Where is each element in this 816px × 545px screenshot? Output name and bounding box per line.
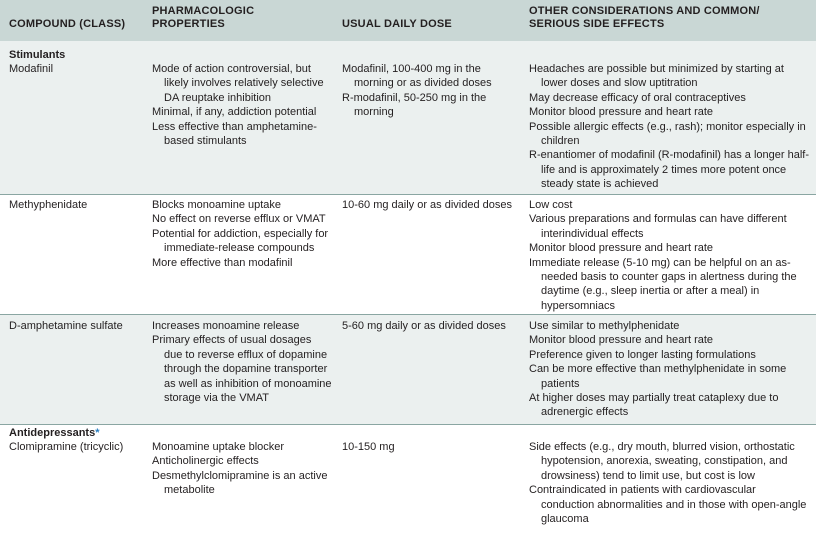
- list-item: Anticholinergic effects: [152, 455, 259, 468]
- list-item: Use similar to methylphenidate: [529, 320, 680, 332]
- list-item: R-modafinil, 50-250 mg in the morning: [342, 91, 487, 119]
- header-considerations: OTHER CONSIDERATIONS AND COMMON/ SERIOUS SIDE EFFECTS: [529, 5, 760, 30]
- row-separator: [0, 314, 816, 315]
- header-compound: COMPOUND (CLASS): [9, 18, 126, 30]
- list-item: No effect on reverse efflux or VMAT: [152, 213, 326, 226]
- header-dose: USUAL DAILY DOSE: [342, 18, 452, 30]
- list-item: Monitor blood pressure and heart rate: [529, 334, 714, 347]
- row-methyphenidate-properties: [152, 198, 332, 270]
- section-title-antidepressants: Antidepressants*: [9, 427, 100, 439]
- row-modafinil-dose: [342, 62, 512, 120]
- list-item: Can be more effective than methylphenidate in some patients: [529, 363, 787, 390]
- list-item: Monoamine uptake blocker: [152, 441, 285, 453]
- list-item: Preference given to longer lasting formulations: [529, 348, 756, 361]
- list-item: Blocks monoamine uptake: [152, 199, 282, 211]
- row-modafinil-properties: [152, 62, 332, 148]
- row-clomipramine-dose: [342, 440, 512, 454]
- row-methyphenidate-compound: Methyphenidate: [9, 199, 88, 211]
- list-item: Headaches are possible but minimized by starting at lower doses and slow uptitration: [529, 63, 784, 90]
- list-item: Potential for addiction, especially for immediate-release compounds: [152, 227, 329, 255]
- list-item: 10-150 mg: [342, 441, 395, 453]
- row-d-amphetamine-dose: [342, 319, 512, 333]
- list-item: Immediate release (5-10 mg) can be helpful on an as-needed basis to counter gaps in alertness during the daytime (e.g., sleep inertia or after a meal) in hypersomniacs: [529, 256, 797, 312]
- list-item: Monitor blood pressure and heart rate: [529, 106, 714, 119]
- list-item: Desmethylclomipramine is an active metabolite: [152, 469, 328, 497]
- footnote-asterisk: *: [95, 427, 100, 439]
- list-item: Possible allergic effects (e.g., rash); monitor especially in children: [529, 120, 806, 148]
- list-item: Minimal, if any, addiction potential: [152, 106, 317, 119]
- list-item: Mode of action controversial, but likely involves relatively selective DA reuptake inhibition: [152, 63, 324, 104]
- list-item: 5-60 mg daily or as divided doses: [342, 320, 506, 332]
- row-clomipramine-compound: Clomipramine (tricyclic): [9, 441, 124, 453]
- row-modafinil-compound: Modafinil: [9, 63, 54, 75]
- list-item: At higher doses may partially treat cataplexy due to adrenergic effects: [529, 392, 779, 419]
- list-item: May decrease efficacy of oral contraceptives: [529, 91, 746, 104]
- row-separator: [0, 424, 816, 425]
- list-item: Monitor blood pressure and heart rate: [529, 242, 714, 255]
- list-item: Various preparations and formulas can have different interindividual effects: [529, 213, 787, 240]
- row-d-amphetamine-properties: [152, 319, 332, 405]
- row-separator: [0, 194, 816, 195]
- list-item: Side effects (e.g., dry mouth, blurred vision, orthostatic hypotension, anorexia, sweating, constipation, and drowsiness) tend to limit use, but cost is low: [529, 441, 795, 482]
- header-pharmacologic: PHARMACOLOGIC PROPERTIES: [152, 5, 255, 30]
- list-item: Less effective than amphetamine-based stimulants: [152, 120, 317, 148]
- row-methyphenidate-dose: [342, 198, 512, 212]
- row-clomipramine-considerations: [529, 440, 809, 526]
- row-methyphenidate-considerations: [529, 198, 809, 313]
- list-item: R-enantiomer of modafinil (R-modafinil) has a longer half-life and is approximately 2 times more potent once steady state is achieved: [529, 149, 810, 191]
- row-d-amphetamine-considerations: [529, 319, 809, 420]
- row-d-amphetamine-compound: D-amphetamine sulfate: [9, 320, 123, 332]
- list-item: 10-60 mg daily or as divided doses: [342, 199, 512, 211]
- section-title-stimulants: Stimulants: [9, 49, 66, 61]
- list-item: More effective than modafinil: [152, 256, 293, 269]
- row-clomipramine-properties: [152, 440, 332, 498]
- row-modafinil-considerations: [529, 62, 809, 192]
- table-header: [0, 0, 816, 41]
- list-item: Contraindicated in patients with cardiovascular conduction abnormalities and in those with open-angle glaucoma: [529, 484, 807, 526]
- list-item: Primary effects of usual dosages due to reverse efflux of dopamine through the dopamine transporter as well as inhibition of monoamine storage via the VMAT: [152, 334, 332, 405]
- list-item: Increases monoamine release: [152, 320, 300, 332]
- list-item: Modafinil, 100-400 mg in the morning or as divided doses: [342, 63, 492, 90]
- list-item: Low cost: [529, 199, 573, 211]
